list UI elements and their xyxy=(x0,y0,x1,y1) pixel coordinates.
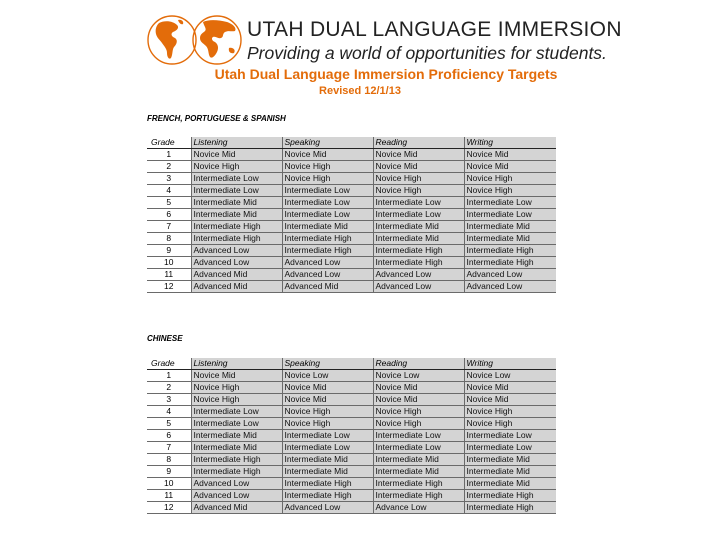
column-header-listening: Listening xyxy=(191,358,282,370)
speaking-cell: Intermediate Low xyxy=(282,209,373,221)
listening-cell: Intermediate Mid xyxy=(191,197,282,209)
speaking-cell: Intermediate Low xyxy=(282,442,373,454)
speaking-cell: Advanced Low xyxy=(282,502,373,514)
reading-cell: Novice Mid xyxy=(373,394,464,406)
reading-cell: Intermediate Mid xyxy=(373,233,464,245)
listening-cell: Novice Mid xyxy=(191,149,282,161)
document-subtitle: Revised 12/1/13 xyxy=(319,85,401,97)
reading-cell: Intermediate Mid xyxy=(373,221,464,233)
writing-cell: Novice High xyxy=(464,173,556,185)
grade-cell: 1 xyxy=(147,370,191,382)
reading-cell: Intermediate Low xyxy=(373,430,464,442)
table-row xyxy=(147,490,556,502)
writing-cell: Intermediate Mid xyxy=(464,233,556,245)
grade-cell: 6 xyxy=(147,209,191,221)
listening-cell: Advanced Mid xyxy=(191,502,282,514)
table-row xyxy=(147,394,556,406)
speaking-cell: Novice Mid xyxy=(282,382,373,394)
listening-cell: Advanced Mid xyxy=(191,281,282,293)
table-row xyxy=(147,185,556,197)
table-row xyxy=(147,502,556,514)
table-row xyxy=(147,466,556,478)
speaking-cell: Intermediate High xyxy=(282,233,373,245)
grade-cell: 6 xyxy=(147,430,191,442)
grade-cell: 11 xyxy=(147,269,191,281)
speaking-cell: Intermediate Low xyxy=(282,185,373,197)
table-row xyxy=(147,245,556,257)
writing-cell: Novice Mid xyxy=(464,161,556,173)
listening-cell: Advanced Mid xyxy=(191,269,282,281)
speaking-cell: Intermediate Low xyxy=(282,197,373,209)
table-row xyxy=(147,233,556,245)
column-header-writing: Writing xyxy=(464,137,556,149)
listening-cell: Intermediate Low xyxy=(191,173,282,185)
table-row xyxy=(147,406,556,418)
table-header-row xyxy=(147,137,556,149)
reading-cell: Intermediate Mid xyxy=(373,466,464,478)
writing-cell: Intermediate Low xyxy=(464,209,556,221)
writing-cell: Novice Mid xyxy=(464,394,556,406)
listening-cell: Intermediate Mid xyxy=(191,442,282,454)
writing-cell: Intermediate Mid xyxy=(464,221,556,233)
column-header-speaking: Speaking xyxy=(282,358,373,370)
writing-cell: Intermediate Mid xyxy=(464,466,556,478)
listening-cell: Novice Mid xyxy=(191,370,282,382)
section-label-french-portuguese-spanish: FRENCH, PORTUGUESE & SPANISH xyxy=(147,114,286,123)
speaking-cell: Intermediate High xyxy=(282,478,373,490)
grade-cell: 5 xyxy=(147,197,191,209)
writing-cell: Novice High xyxy=(464,185,556,197)
writing-cell: Intermediate High xyxy=(464,502,556,514)
speaking-cell: Novice High xyxy=(282,406,373,418)
column-header-listening: Listening xyxy=(191,137,282,149)
reading-cell: Intermediate Low xyxy=(373,209,464,221)
writing-cell: Novice Low xyxy=(464,370,556,382)
listening-cell: Intermediate Mid xyxy=(191,430,282,442)
reading-cell: Novice High xyxy=(373,406,464,418)
speaking-cell: Intermediate Mid xyxy=(282,466,373,478)
reading-cell: Advanced Low xyxy=(373,281,464,293)
writing-cell: Advanced Low xyxy=(464,269,556,281)
writing-cell: Intermediate High xyxy=(464,490,556,502)
column-header-reading: Reading xyxy=(373,358,464,370)
table-row xyxy=(147,173,556,185)
speaking-cell: Novice Mid xyxy=(282,394,373,406)
reading-cell: Novice Mid xyxy=(373,161,464,173)
speaking-cell: Novice High xyxy=(282,161,373,173)
writing-cell: Intermediate High xyxy=(464,257,556,269)
reading-cell: Novice Low xyxy=(373,370,464,382)
grade-cell: 12 xyxy=(147,281,191,293)
reading-cell: Intermediate High xyxy=(373,257,464,269)
grade-cell: 10 xyxy=(147,257,191,269)
column-header-grade: Grade xyxy=(147,358,191,370)
speaking-cell: Novice Mid xyxy=(282,149,373,161)
reading-cell: Intermediate High xyxy=(373,478,464,490)
speaking-cell: Advanced Mid xyxy=(282,281,373,293)
listening-cell: Intermediate High xyxy=(191,221,282,233)
column-header-writing: Writing xyxy=(464,358,556,370)
table-row xyxy=(147,269,556,281)
speaking-cell: Novice High xyxy=(282,418,373,430)
document-title: Utah Dual Language Immersion Proficiency Targets xyxy=(214,66,558,82)
table-row xyxy=(147,430,556,442)
grade-cell: 8 xyxy=(147,454,191,466)
reading-cell: Advanced Low xyxy=(373,269,464,281)
grade-cell: 7 xyxy=(147,221,191,233)
grade-cell: 10 xyxy=(147,478,191,490)
grade-cell: 1 xyxy=(147,149,191,161)
grade-cell: 9 xyxy=(147,245,191,257)
writing-cell: Intermediate Mid xyxy=(464,478,556,490)
grade-cell: 7 xyxy=(147,442,191,454)
speaking-cell: Intermediate Mid xyxy=(282,221,373,233)
listening-cell: Intermediate Low xyxy=(191,418,282,430)
listening-cell: Advanced Low xyxy=(191,245,282,257)
table-row xyxy=(147,382,556,394)
reading-cell: Novice Mid xyxy=(373,149,464,161)
column-header-speaking: Speaking xyxy=(282,137,373,149)
listening-cell: Intermediate High xyxy=(191,233,282,245)
reading-cell: Intermediate High xyxy=(373,490,464,502)
listening-cell: Advanced Low xyxy=(191,490,282,502)
listening-cell: Novice High xyxy=(191,161,282,173)
listening-cell: Novice High xyxy=(191,382,282,394)
grade-cell: 4 xyxy=(147,185,191,197)
speaking-cell: Novice Low xyxy=(282,370,373,382)
reading-cell: Novice Mid xyxy=(373,382,464,394)
listening-cell: Intermediate High xyxy=(191,466,282,478)
table-row xyxy=(147,149,556,161)
listening-cell: Advanced Low xyxy=(191,257,282,269)
reading-cell: Intermediate High xyxy=(373,245,464,257)
listening-cell: Intermediate Low xyxy=(191,185,282,197)
table-row xyxy=(147,370,556,382)
writing-cell: Novice Mid xyxy=(464,382,556,394)
table-row xyxy=(147,442,556,454)
speaking-cell: Advanced Low xyxy=(282,269,373,281)
table-row xyxy=(147,418,556,430)
table-row xyxy=(147,197,556,209)
column-header-reading: Reading xyxy=(373,137,464,149)
writing-cell: Intermediate Low xyxy=(464,430,556,442)
table-row xyxy=(147,221,556,233)
grade-cell: 2 xyxy=(147,382,191,394)
grade-cell: 3 xyxy=(147,394,191,406)
listening-cell: Intermediate Mid xyxy=(191,209,282,221)
writing-cell: Advanced Low xyxy=(464,281,556,293)
grade-cell: 12 xyxy=(147,502,191,514)
listening-cell: Intermediate Low xyxy=(191,406,282,418)
proficiency-table-french-portuguese-spanish xyxy=(147,137,556,293)
writing-cell: Novice High xyxy=(464,418,556,430)
reading-cell: Novice High xyxy=(373,173,464,185)
listening-cell: Novice High xyxy=(191,394,282,406)
writing-cell: Intermediate Mid xyxy=(464,454,556,466)
speaking-cell: Novice High xyxy=(282,173,373,185)
grade-cell: 5 xyxy=(147,418,191,430)
writing-cell: Intermediate Low xyxy=(464,197,556,209)
table-row xyxy=(147,281,556,293)
table-row xyxy=(147,478,556,490)
twin-globes-icon xyxy=(145,14,245,66)
table-row xyxy=(147,454,556,466)
speaking-cell: Advanced Low xyxy=(282,257,373,269)
grade-cell: 11 xyxy=(147,490,191,502)
reading-cell: Novice High xyxy=(373,418,464,430)
column-header-grade: Grade xyxy=(147,137,191,149)
writing-cell: Novice High xyxy=(464,406,556,418)
org-tagline: Providing a world of opportunities for students. xyxy=(247,43,607,63)
writing-cell: Novice Mid xyxy=(464,149,556,161)
reading-cell: Intermediate Low xyxy=(373,197,464,209)
grade-cell: 2 xyxy=(147,161,191,173)
speaking-cell: Intermediate High xyxy=(282,490,373,502)
reading-cell: Intermediate Low xyxy=(373,442,464,454)
org-title: UTAH DUAL LANGUAGE IMMERSION xyxy=(247,18,622,41)
grade-cell: 3 xyxy=(147,173,191,185)
grade-cell: 9 xyxy=(147,466,191,478)
grade-cell: 8 xyxy=(147,233,191,245)
proficiency-table-chinese xyxy=(147,358,556,514)
listening-cell: Intermediate High xyxy=(191,454,282,466)
table-row xyxy=(147,209,556,221)
reading-cell: Novice High xyxy=(373,185,464,197)
speaking-cell: Intermediate Low xyxy=(282,430,373,442)
section-label-chinese: CHINESE xyxy=(147,334,183,343)
writing-cell: Intermediate High xyxy=(464,245,556,257)
header xyxy=(145,12,622,72)
table-header-row xyxy=(147,358,556,370)
table-row xyxy=(147,257,556,269)
listening-cell: Advanced Low xyxy=(191,478,282,490)
speaking-cell: Intermediate Mid xyxy=(282,454,373,466)
reading-cell: Advance Low xyxy=(373,502,464,514)
speaking-cell: Intermediate High xyxy=(282,245,373,257)
table-row xyxy=(147,161,556,173)
grade-cell: 4 xyxy=(147,406,191,418)
reading-cell: Intermediate Mid xyxy=(373,454,464,466)
writing-cell: Intermediate Low xyxy=(464,442,556,454)
